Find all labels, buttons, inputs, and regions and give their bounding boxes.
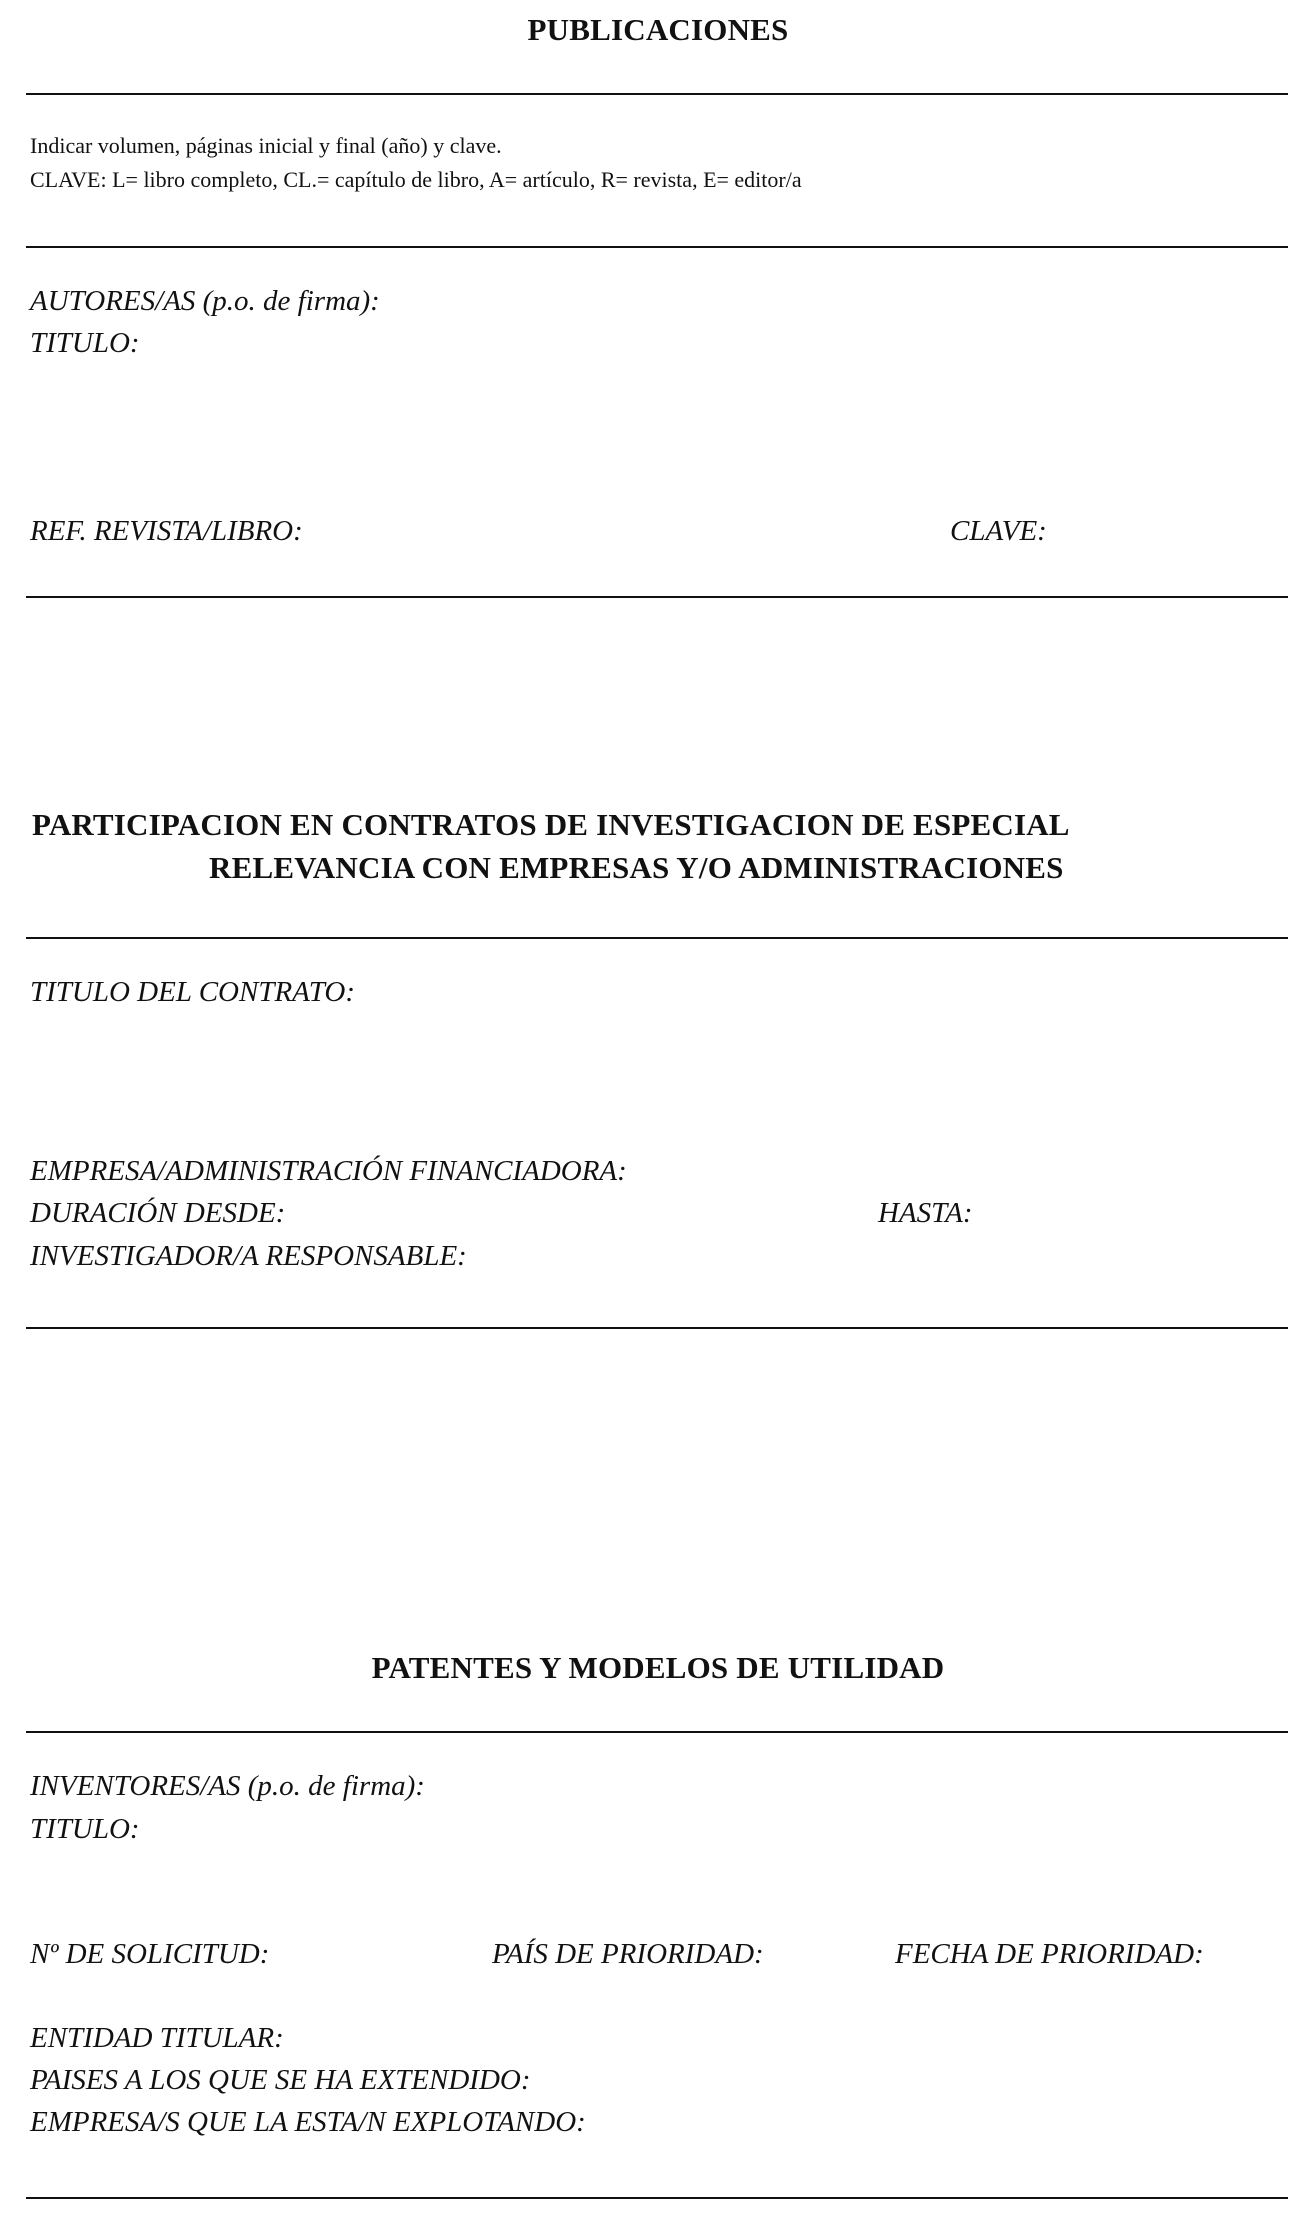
section-divider [26,937,1288,939]
section-divider [26,2197,1288,2199]
exploiting-companies-label: EMPRESA/S QUE LA ESTA/N EXPLOTANDO: [30,2106,586,2138]
inventors-label: INVENTORES/AS (p.o. de firma): [30,1770,425,1802]
holder-label: ENTIDAD TITULAR: [30,2022,284,2054]
extended-countries-label: PAISES A LOS QUE SE HA EXTENDIDO: [30,2064,531,2096]
ref-label: REF. REVISTA/LIBRO: [30,515,303,547]
priority-date-label: FECHA DE PRIORIDAD: [895,1938,1204,1970]
section-divider [26,1327,1288,1329]
title-label: TITULO: [30,327,140,359]
publicaciones-instruction: Indicar volumen, páginas inicial y final (año) y clave. [30,133,502,158]
section-divider [26,93,1288,95]
clave-label: CLAVE: [950,515,1047,547]
duration-from-label: DURACIÓN DESDE: [30,1197,286,1229]
patentes-heading: PATENTES Y MODELOS DE UTILIDAD [371,1650,945,1685]
duration-to-label: HASTA: [878,1197,973,1229]
priority-country-label: PAÍS DE PRIORIDAD: [492,1938,764,1970]
authors-label: AUTORES/AS (p.o. de firma): [30,285,380,317]
application-number-label: Nº DE SOLICITUD: [30,1938,270,1970]
lead-researcher-label: INVESTIGADOR/A RESPONSABLE: [30,1240,467,1272]
publicaciones-heading: PUBLICACIONES [527,12,789,47]
section-divider [26,596,1288,598]
contract-title-label: TITULO DEL CONTRATO: [30,976,356,1008]
publicaciones-clave-legend: CLAVE: L= libro completo, CL.= capítulo de libro, A= artículo, R= revista, E= editor/a [30,167,802,192]
patent-title-label: TITULO: [30,1813,140,1845]
contratos-heading-line2: RELEVANCIA CON EMPRESAS Y/O ADMINISTRACIONES [209,850,1064,885]
funder-label: EMPRESA/ADMINISTRACIÓN FINANCIADORA: [30,1155,627,1187]
contratos-heading-line1: PARTICIPACION EN CONTRATOS DE INVESTIGACION DE ESPECIAL [32,807,1070,842]
section-divider [26,1731,1288,1733]
section-divider [26,246,1288,248]
